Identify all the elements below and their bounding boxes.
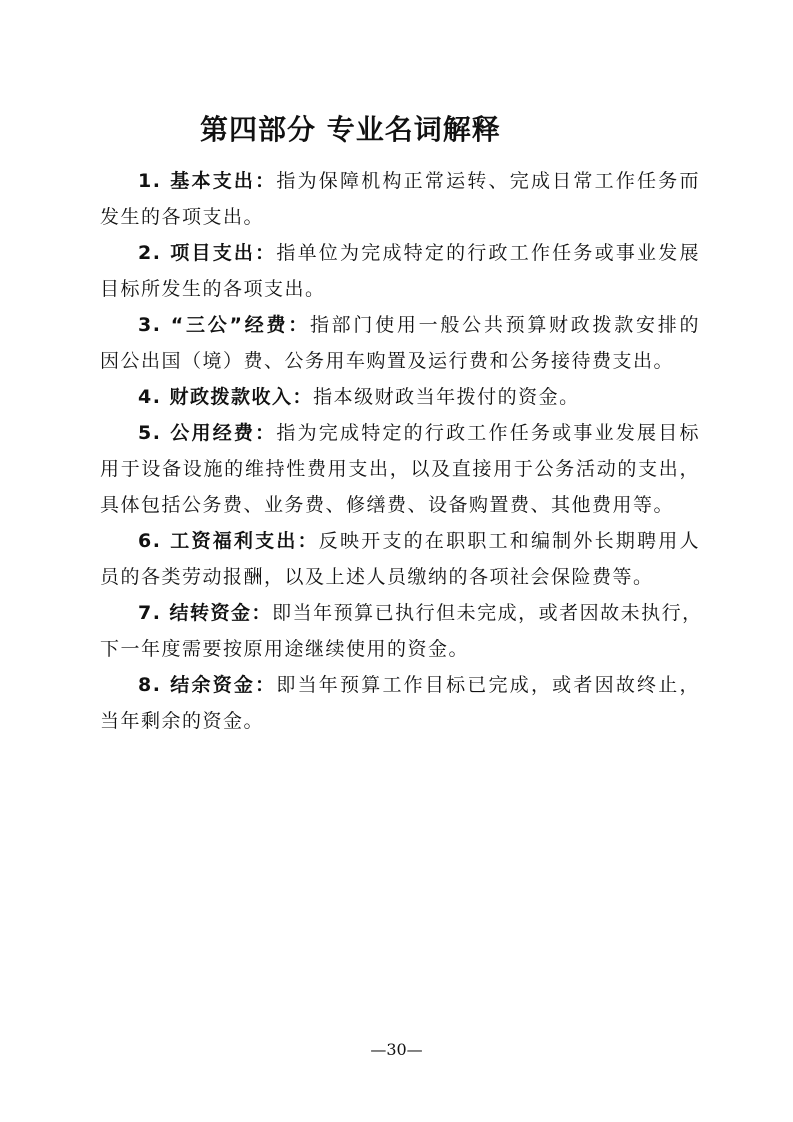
definition-text: 即当年预算已执行但未完成，或者因故未执行， xyxy=(272,602,703,624)
definition-text: 指本级财政当年拨付的资金。 xyxy=(313,386,580,408)
definition-basic-expenditure xyxy=(100,163,700,235)
definition-term: 6. 工资福利支出： xyxy=(138,530,319,552)
definition-term: 3. “三公”经费： xyxy=(138,314,310,336)
definition-line xyxy=(100,307,700,343)
definition-three-public-funds xyxy=(100,307,700,379)
definition-text: 发生的各项支出。 xyxy=(100,206,265,228)
definition-carryover-funds xyxy=(100,595,703,667)
definition-text: 指部门使用一般公共预算财政拨款安排的 xyxy=(309,314,700,336)
definition-text: 目标所发生的各项支出。 xyxy=(100,278,326,300)
definition-line xyxy=(100,343,700,379)
definition-fiscal-appropriation-income xyxy=(100,379,700,415)
definition-line xyxy=(100,163,700,199)
definition-term: 4. 财政拨款收入： xyxy=(138,386,314,408)
definition-term: 1. 基本支出： xyxy=(138,170,277,192)
definition-text: 用于设备设施的维持性费用支出，以及直接用于公务活动的支出， xyxy=(100,458,700,480)
definition-text: 反映开支的在职职工和编制外长期聘用人 xyxy=(318,530,700,552)
definition-text: 下一年度需要按原用途继续使用的资金。 xyxy=(100,638,470,660)
definition-line xyxy=(100,703,700,739)
definition-wage-welfare-expenditure xyxy=(100,523,700,595)
definition-term: 5. 公用经费： xyxy=(138,422,277,444)
definition-term: 8. 结余资金： xyxy=(138,674,277,696)
definition-text: 当年剩余的资金。 xyxy=(100,710,265,732)
definition-line xyxy=(100,199,700,235)
page-title: 第四部分 专业名词解释 xyxy=(200,113,501,146)
definition-text: 员的各类劳动报酬，以及上述人员缴纳的各项社会保险费等。 xyxy=(100,566,654,588)
definition-term: 7. 结转资金： xyxy=(138,602,273,624)
definition-public-funds xyxy=(100,415,700,523)
definition-line xyxy=(100,631,700,667)
definition-line xyxy=(100,595,703,631)
definition-project-expenditure xyxy=(100,235,700,307)
definition-term: 2. 项目支出： xyxy=(138,242,277,264)
page-number: —30— xyxy=(370,1040,423,1059)
definition-line xyxy=(100,523,700,559)
definition-line xyxy=(100,235,700,271)
definition-line xyxy=(100,415,700,451)
definitions-list xyxy=(100,163,703,739)
definition-line xyxy=(100,451,700,487)
definition-line xyxy=(100,487,700,523)
definition-line xyxy=(100,271,700,307)
definition-text: 具体包括公务费、业务费、修缮费、设备购置费、其他费用等。 xyxy=(100,494,675,516)
definition-text: 指为保障机构正常运转、完成日常工作任务而 xyxy=(276,170,700,192)
definition-text: 即当年预算工作目标已完成，或者因故终止， xyxy=(276,674,700,696)
definition-text: 指单位为完成特定的行政工作任务或事业发展 xyxy=(276,242,700,264)
definition-line xyxy=(100,379,700,415)
definition-text: 指为完成特定的行政工作任务或事业发展目标 xyxy=(276,422,700,444)
definition-line xyxy=(100,559,700,595)
definition-surplus-funds xyxy=(100,667,700,739)
definition-text: 因公出国（境）费、公务用车购置及运行费和公务接待费支出。 xyxy=(100,350,675,372)
definition-line xyxy=(100,667,700,703)
